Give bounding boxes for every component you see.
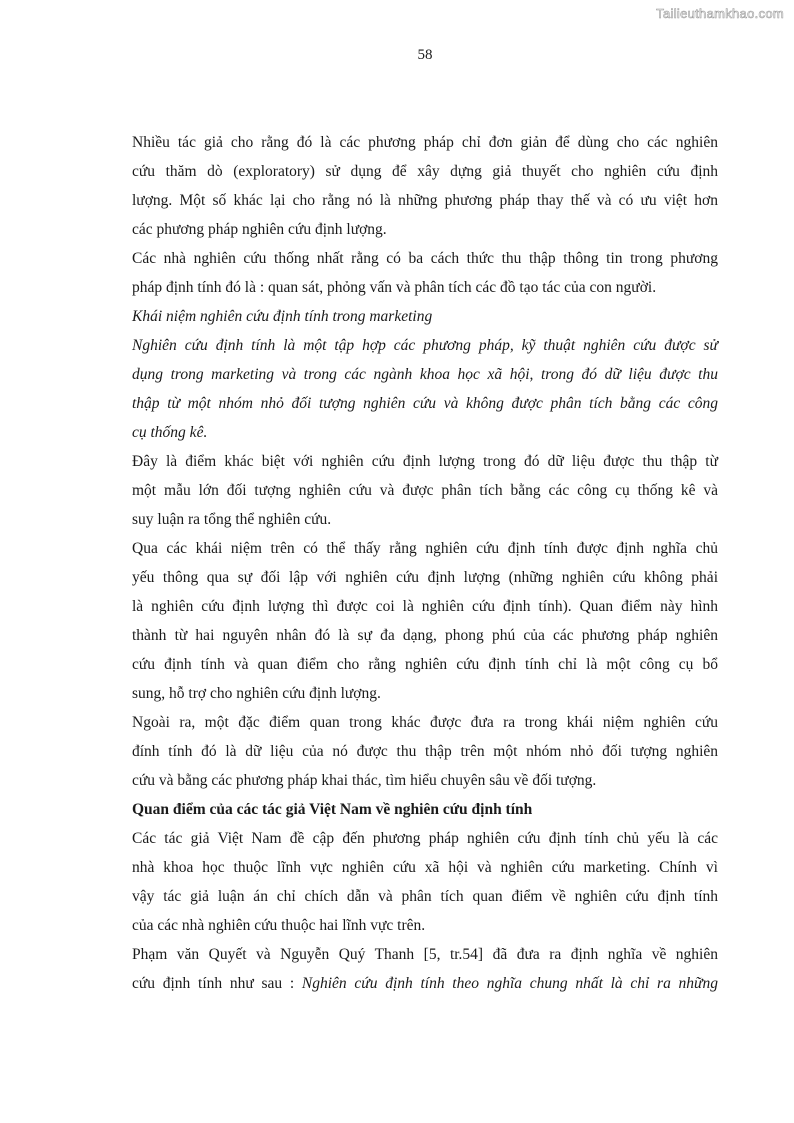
section-heading: Quan điểm của các tác giả Việt Nam về nghiên cứu định tính — [132, 801, 533, 818]
watermark: Tailieuthamkhao.com — [656, 6, 784, 21]
text-line: các phương pháp nghiên cứu định lượng. — [132, 221, 387, 238]
text-line: thành từ hai nguyên nhân đó là sự đa dạng, phong phú của các phương pháp nghiên — [132, 627, 718, 644]
text-line: Các nhà nghiên cứu thống nhất rằng có ba cách thức thu thập thông tin trong phương — [132, 250, 718, 267]
text-line: Đây là điểm khác biệt với nghiên cứu định lượng trong đó dữ liệu được thu thập từ — [132, 453, 718, 470]
text-line: Khái niệm nghiên cứu định tính trong marketing — [132, 308, 433, 325]
text-line: của các nhà nghiên cứu thuộc hai lĩnh vực trên. — [132, 917, 426, 934]
text-line: yếu thông qua sự đối lập với nghiên cứu định lượng (những nghiên cứu không phải — [132, 569, 718, 586]
text-span: cứu định tính như sau : — [132, 975, 302, 992]
text-line: cứu định tính và quan điểm cho rằng nghiên cứu định tính chỉ là một công cụ bổ — [132, 656, 718, 673]
text-line: nhà khoa học thuộc lĩnh vực nghiên cứu xã hội và nghiên cứu marketing. Chính vì — [132, 859, 718, 876]
text-line: Các tác giả Việt Nam đề cập đến phương pháp nghiên cứu định tính chủ yếu là các — [132, 830, 718, 847]
text-line: vậy tác giả luận án chỉ chích dẫn và phân tích quan điểm về nghiên cứu định tính — [132, 888, 718, 905]
text-line: suy luận ra tổng thể nghiên cứu. — [132, 511, 332, 528]
text-line — [132, 969, 718, 998]
text-line: lượng. Một số khác lại cho rằng nó là những phương pháp thay thế và có ưu việt hơn — [132, 192, 718, 209]
text-line: cứu thăm dò (exploratory) sử dụng để xây dựng giả thuyết cho nghiên cứu định — [132, 163, 718, 180]
text-line: thập từ một nhóm nhỏ đối tượng nghiên cứu và không được phân tích bằng các công — [132, 395, 718, 412]
text-line: Qua các khái niệm trên có thể thấy rằng nghiên cứu định tính được định nghĩa chủ — [132, 540, 718, 557]
text-line: Phạm văn Quyết và Nguyễn Quý Thanh [5, tr.54] đã đưa ra định nghĩa về nghiên — [132, 946, 718, 963]
text-line: là nghiên cứu định lượng thì được coi là nghiên cứu định tính). Quan điểm này hình — [132, 598, 718, 615]
page-number: 58 — [417, 47, 433, 63]
text-line: dụng trong marketing và trong các ngành khoa học xã hội, trong đó dữ liệu được thu — [132, 366, 718, 383]
text-line: cụ thống kê. — [132, 424, 208, 441]
text-line: đính tính đó là dữ liệu của nó được thu thập trên một nhóm nhỏ đối tượng nghiên — [132, 743, 718, 760]
text-line: pháp định tính đó là : quan sát, phỏng vấn và phân tích các đồ tạo tác của con người. — [132, 279, 657, 296]
text-line: cứu và bằng các phương pháp khai thác, tìm hiểu chuyên sâu về đối tượng. — [132, 772, 597, 789]
text-line: một mẫu lớn đối tượng nghiên cứu và được phân tích bằng các công cụ thống kê và — [132, 482, 718, 499]
document-body — [132, 128, 718, 998]
text-line: Nhiều tác giả cho rằng đó là các phương pháp chỉ đơn giản để dùng cho các nghiên — [132, 134, 718, 151]
text-line: Ngoài ra, một đặc điểm quan trong khác được đưa ra trong khái niệm nghiên cứu — [132, 714, 718, 731]
text-line: Nghiên cứu định tính là một tập hợp các phương pháp, kỹ thuật nghiên cứu được sử — [132, 337, 718, 354]
italic-text-span: Nghiên cứu định tính theo nghĩa chung nhất là chỉ ra những — [301, 975, 718, 992]
text-line: sung, hỗ trợ cho nghiên cứu định lượng. — [132, 685, 381, 702]
